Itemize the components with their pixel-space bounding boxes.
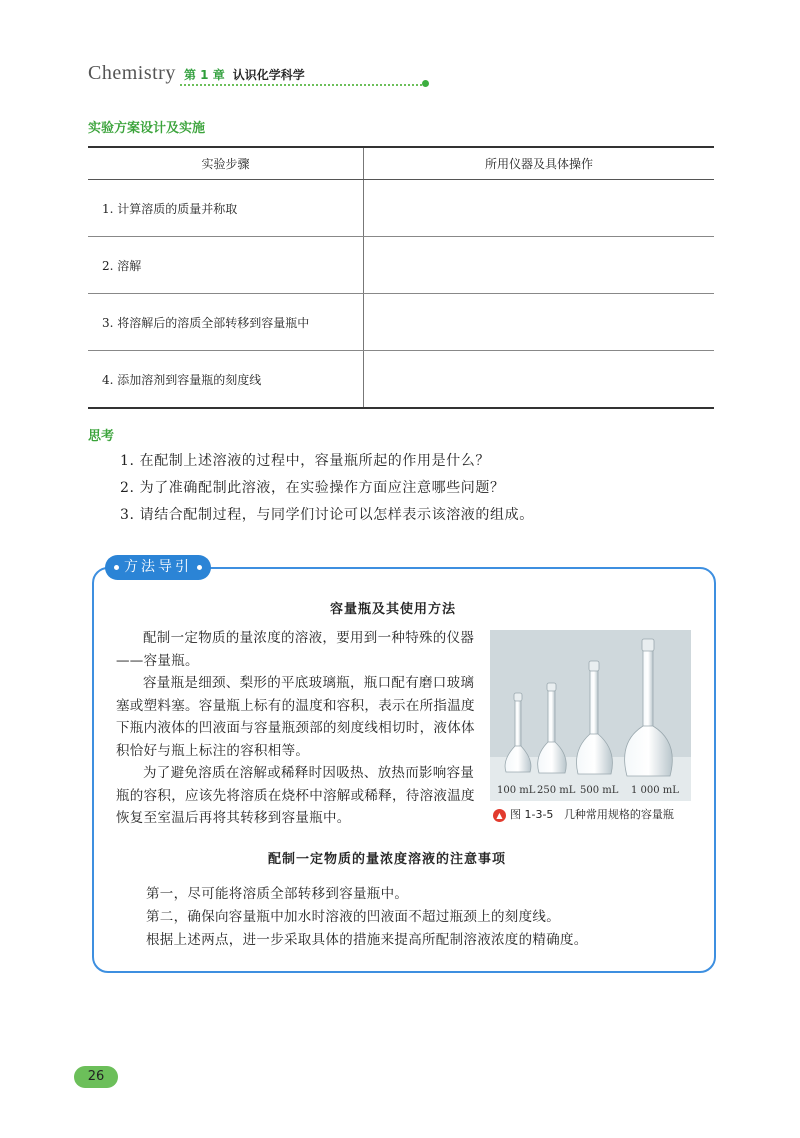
question-item: 2. 为了准确配制此溶液，在实验操作方面应注意哪些问题？ (120, 480, 505, 496)
header-dot-icon (422, 80, 429, 87)
note-item: 第一，尽可能将溶质全部转移到容量瓶中。 (146, 886, 409, 902)
figure-caption (493, 806, 674, 822)
note-item: 第二，确保向容量瓶中加水时溶液的凹液面不超过瓶颈上的刻度线。 (146, 909, 560, 925)
flasks-illustration (490, 630, 691, 801)
table-cell-operation[interactable] (364, 180, 715, 237)
flask-label: 250 mL (537, 785, 576, 796)
figure-number: 图 1-3-5 (510, 808, 554, 821)
flask-250ml-icon (538, 683, 567, 773)
bullet-dot-icon (114, 565, 119, 570)
table-cell-operation[interactable] (364, 237, 715, 294)
method-paragraph: 容量瓶是细颈、梨形的平底玻璃瓶，瓶口配有磨口玻璃塞或塑料塞。容量瓶上标有的温度和容积，表示在所指温度下瓶内液体的凹液面与容量瓶颈部的刻度线相切时，液体体积恰好与瓶上标注的容积相等。 (116, 675, 475, 759)
table-cell-step: 2. 溶解 (88, 237, 364, 294)
page-header (88, 60, 348, 90)
method-guide-tag (105, 555, 211, 580)
brand-title: Chemistry (88, 62, 176, 84)
flask-label: 500 mL (580, 785, 619, 796)
method-paragraphs (116, 627, 482, 830)
triangle-marker-icon: ▲ (493, 809, 506, 822)
table-header-step: 实验步骤 (88, 147, 364, 180)
chapter-number: 第 1 章 (184, 68, 225, 82)
section-title-experiment: 实验方案设计及实施 (88, 121, 206, 136)
table-cell-step: 4. 添加溶剂到容量瓶的刻度线 (88, 351, 364, 409)
table-header-operation: 所用仪器及具体操作 (364, 147, 715, 180)
table-header-row (88, 147, 714, 180)
method-subtitle-flask: 容量瓶及其使用方法 (330, 602, 457, 617)
section-title-think: 思考 (88, 429, 115, 444)
table-row (88, 180, 714, 237)
note-item: 根据上述两点，进一步采取具体的措施来提高所配制溶液浓度的精确度。 (146, 932, 588, 948)
page-number: 26 (74, 1066, 118, 1088)
table-cell-operation[interactable] (364, 294, 715, 351)
flask-label: 100 mL (497, 785, 536, 796)
volumetric-flasks-photo (490, 630, 691, 801)
method-guide-tag-label: 方法导引 (124, 559, 192, 575)
flask-500ml-icon (577, 661, 613, 774)
table-row (88, 237, 714, 294)
table-cell-step: 1. 计算溶质的质量并称取 (88, 180, 364, 237)
flask-label: 1 000 mL (631, 785, 679, 796)
table-cell-step: 3. 将溶解后的溶质全部转移到容量瓶中 (88, 294, 364, 351)
chapter-label (184, 66, 305, 83)
method-paragraph: 为了避免溶质在溶解或稀释时因吸热、放热而影响容量瓶的容积，应该先将溶质在烧杯中溶解或稀释，待溶液温度恢复至室温后再将其转移到容量瓶中。 (116, 765, 475, 826)
question-item: 1. 在配制上述溶液的过程中，容量瓶所起的作用是什么？ (120, 453, 491, 469)
experiment-table (88, 146, 714, 409)
flask-1000ml-icon (625, 639, 673, 776)
table-row (88, 294, 714, 351)
method-paragraph: 配制一定物质的量浓度的溶液，要用到一种特殊的仪器——容量瓶。 (116, 630, 475, 669)
flask-100ml-icon (505, 693, 531, 772)
chapter-title: 认识化学科学 (232, 68, 305, 82)
header-dotted-rule (180, 84, 426, 86)
question-item: 3. 请结合配制过程，与同学们讨论可以怎样表示该溶液的组成。 (120, 507, 534, 523)
table-cell-operation[interactable] (364, 351, 715, 409)
figure-caption-text: 几种常用规格的容量瓶 (563, 808, 674, 821)
bullet-dot-icon (197, 565, 202, 570)
method-subtitle-notes: 配制一定物质的量浓度溶液的注意事项 (268, 852, 507, 867)
table-row (88, 351, 714, 409)
